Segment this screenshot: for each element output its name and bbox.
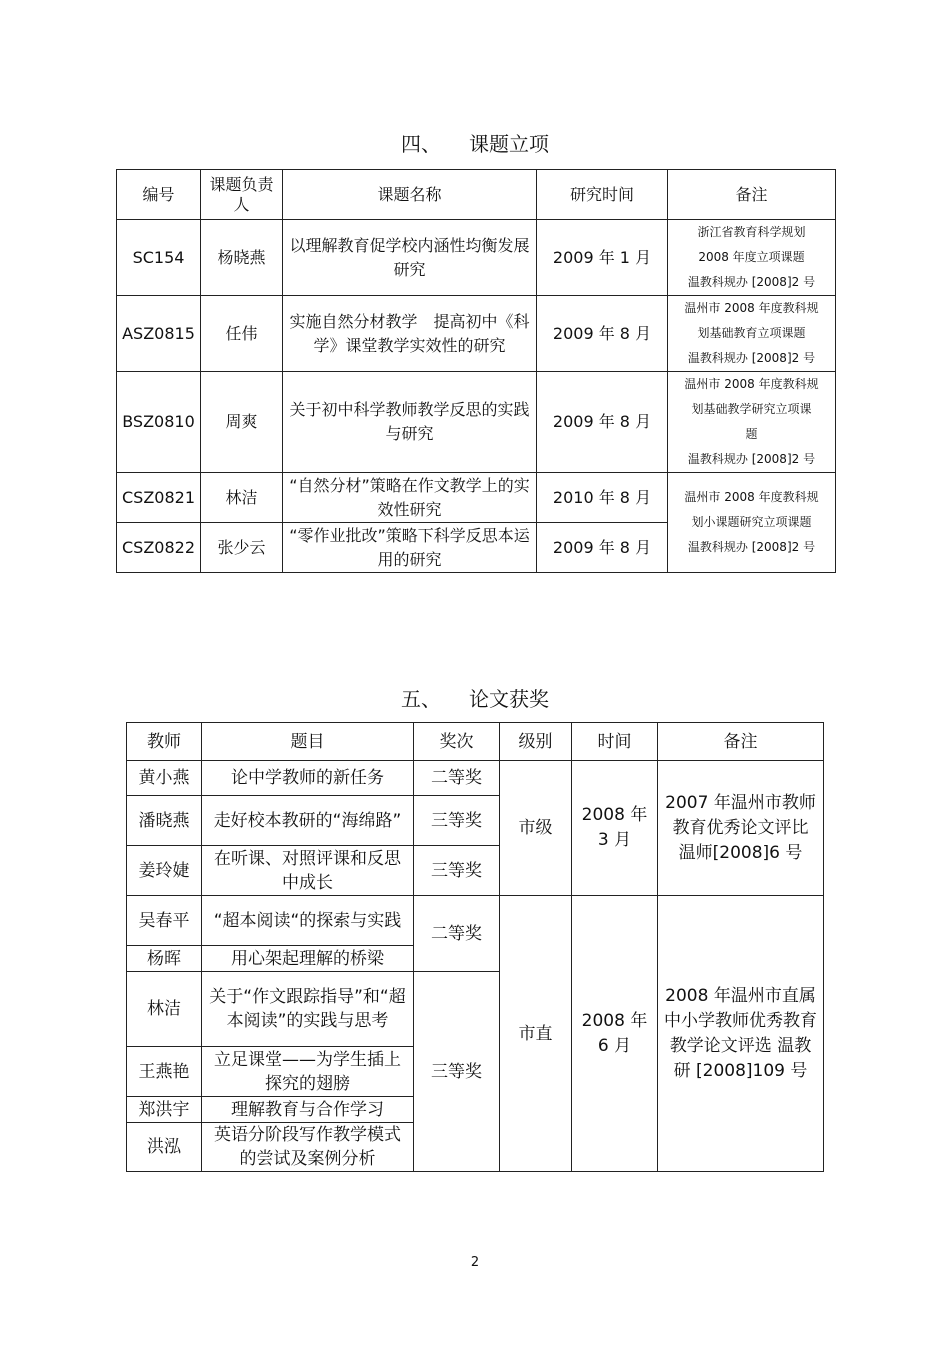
header-code: 编号 (117, 170, 201, 220)
paper-title: 论中学教师的新任务 (202, 761, 414, 796)
header-award: 奖次 (414, 723, 500, 761)
paper-title: 立足课堂——为学生插上探究的翅膀 (202, 1047, 414, 1097)
section5-number: 五、 (401, 687, 441, 711)
paper-title: 英语分阶段写作教学模式的尝试及案例分析 (202, 1123, 414, 1172)
note-line: 题 (745, 427, 758, 441)
section4-number: 四、 (401, 132, 441, 156)
award-scope: 市级 (500, 761, 572, 896)
award-level: 二等奖 (414, 896, 500, 972)
project-time: 2009 年 8 月 (537, 296, 668, 372)
note-line: 温教科规办 [2008]2 号 (687, 540, 816, 554)
header-teacher: 教师 (127, 723, 202, 761)
project-name: “零作业批改”策略下科学反思本运用的研究 (283, 523, 537, 573)
teacher-name: 郑洪宇 (127, 1097, 202, 1123)
award-time: 2008 年 6 月 (572, 896, 658, 1172)
note-line: 温教科规办 [2008]2 号 (687, 351, 816, 365)
award-scope: 市直 (500, 896, 572, 1172)
note-line: 2008 年度立项课题 (698, 250, 805, 264)
project-name: 实施自然分材教学 提高初中《科学》课堂教学实效性的研究 (283, 296, 537, 372)
paper-award-table (126, 722, 824, 1172)
note-line: 划小课题研究立项课题 (691, 515, 812, 529)
note-line: 温教科规办 [2008]2 号 (687, 275, 816, 289)
project-leader: 张少云 (201, 523, 283, 573)
header-leader: 课题负责人 (201, 170, 283, 220)
paper-title: 在听课、对照评课和反思中成长 (202, 846, 414, 896)
note-line: 划基础教育立项课题 (697, 326, 806, 340)
note-line: 温教科规办 [2008]2 号 (687, 452, 816, 466)
teacher-name: 洪泓 (127, 1123, 202, 1172)
teacher-name: 潘晓燕 (127, 796, 202, 846)
section4-heading (0, 128, 950, 157)
table-row (117, 220, 836, 296)
award-level: 三等奖 (414, 846, 500, 896)
project-leader: 周爽 (201, 372, 283, 473)
project-shared-note (668, 473, 836, 573)
paper-title: 关于“作文跟踪指导”和“超本阅读”的实践与思考 (202, 972, 414, 1047)
award-note: 2007 年温州市教师教育优秀论文评比 温师[2008]6 号 (658, 761, 824, 896)
project-code: ASZ0815 (117, 296, 201, 372)
header-time: 时间 (572, 723, 658, 761)
paper-title: 理解教育与合作学习 (202, 1097, 414, 1123)
header-note: 备注 (658, 723, 824, 761)
project-name: “自然分材”策略在作文教学上的实效性研究 (283, 473, 537, 523)
project-note (668, 372, 836, 473)
teacher-name: 林洁 (127, 972, 202, 1047)
header-title: 题目 (202, 723, 414, 761)
paper-title: 用心架起理解的桥梁 (202, 946, 414, 972)
section5-title: 论文获奖 (469, 687, 549, 711)
header-time: 研究时间 (537, 170, 668, 220)
project-leader: 林洁 (201, 473, 283, 523)
project-table (116, 169, 836, 573)
table-row (127, 896, 824, 946)
project-time: 2009 年 8 月 (537, 372, 668, 473)
project-time: 2009 年 8 月 (537, 523, 668, 573)
table-row (117, 296, 836, 372)
table-header-row (127, 723, 824, 761)
section4-title: 课题立项 (469, 132, 549, 156)
page-number: 2 (470, 1255, 480, 1270)
project-code: CSZ0822 (117, 523, 201, 573)
project-leader: 任伟 (201, 296, 283, 372)
project-code: CSZ0821 (117, 473, 201, 523)
award-note: 2008 年温州市直属中小学教师优秀教育教学论文评选 温教研 [2008]109 号 (658, 896, 824, 1172)
award-level: 二等奖 (414, 761, 500, 796)
project-code: BSZ0810 (117, 372, 201, 473)
teacher-name: 黄小燕 (127, 761, 202, 796)
note-line: 划基础教学研究立项课 (691, 402, 812, 416)
paper-title: 走好校本教研的“海绵路” (202, 796, 414, 846)
paper-title: “超本阅读“的探索与实践 (202, 896, 414, 946)
award-time: 2008 年 3 月 (572, 761, 658, 896)
note-line: 温州市 2008 年度教科规 (684, 490, 819, 504)
project-name: 关于初中科学教师教学反思的实践与研究 (283, 372, 537, 473)
project-leader: 杨晓燕 (201, 220, 283, 296)
table-row (117, 372, 836, 473)
project-time: 2010 年 8 月 (537, 473, 668, 523)
header-project-name: 课题名称 (283, 170, 537, 220)
table-row (127, 761, 824, 796)
award-level: 三等奖 (414, 796, 500, 846)
note-line: 温州市 2008 年度教科规 (684, 301, 819, 315)
project-code: SC154 (117, 220, 201, 296)
project-name: 以理解教育促学校内涵性均衡发展研究 (283, 220, 537, 296)
header-note: 备注 (668, 170, 836, 220)
teacher-name: 杨晖 (127, 946, 202, 972)
project-note (668, 220, 836, 296)
table-header-row (117, 170, 836, 220)
teacher-name: 吴春平 (127, 896, 202, 946)
header-level: 级别 (500, 723, 572, 761)
project-time: 2009 年 1 月 (537, 220, 668, 296)
award-level: 三等奖 (414, 972, 500, 1172)
table-row (117, 473, 836, 523)
project-note (668, 296, 836, 372)
teacher-name: 王燕艳 (127, 1047, 202, 1097)
note-line: 温州市 2008 年度教科规 (684, 377, 819, 391)
teacher-name: 姜玲婕 (127, 846, 202, 896)
note-line: 浙江省教育科学规划 (697, 225, 806, 239)
section5-heading (0, 683, 950, 712)
